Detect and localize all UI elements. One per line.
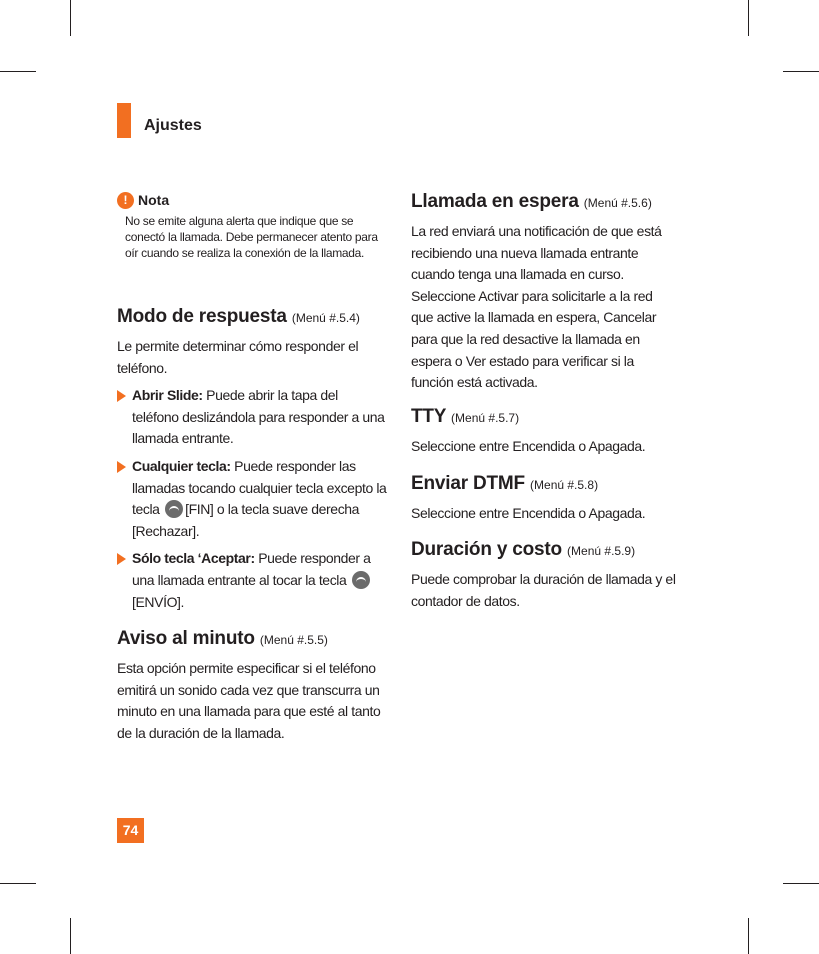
bullet-label: Abrir Slide: xyxy=(132,387,203,404)
section-llamada-en-espera xyxy=(411,190,676,394)
section-text: Seleccione entre Encendida o Apagada. xyxy=(411,438,646,454)
note-box xyxy=(117,191,382,261)
section-text: Esta opción permite especificar si el teléfono emitirá un sonido cada vez que transcurra un minuto en una llamada para que esté al tanto de la duración de la llamada. xyxy=(117,660,381,741)
bullet-item xyxy=(117,456,387,542)
menu-code: (Menú #.5.8) xyxy=(530,478,599,492)
section-modo-de-respuesta xyxy=(117,305,387,613)
section-title: Aviso al minuto (Menú #.5.5) xyxy=(117,628,328,649)
crop-mark xyxy=(70,918,71,954)
header-accent-bar xyxy=(117,103,131,138)
end-key-icon xyxy=(165,500,183,518)
menu-code: (Menú #.5.9) xyxy=(567,544,636,558)
section-enviar-dtmf xyxy=(411,472,676,525)
menu-code: (Menú #.5.6) xyxy=(583,196,652,210)
bullet-text: [FIN] o la tecla suave derecha [Rechazar]. xyxy=(132,501,360,539)
section-text: La red enviará una notificación de que está recibiendo una nueva llamada entrante cuando tenga una llamada en curso. Seleccione Activar para solicitarle a la red que active la llamada en espera, Cancelar para que la red desactive la llamada en espera o Ver estado para verificar si la función está activada. xyxy=(411,223,662,391)
bullet-text: Puede responder las llamadas tocando cualquier tecla excepto la tecla xyxy=(132,457,387,518)
bullet-item xyxy=(117,385,387,450)
section-title: Llamada en espera (Menú #.5.6) xyxy=(411,191,652,212)
triangle-right-icon xyxy=(117,553,126,565)
send-key-icon xyxy=(352,571,370,589)
note-title: Nota xyxy=(138,192,170,208)
crop-mark xyxy=(70,0,71,36)
note-body: No se emite alguna alerta que indique que se conectó la llamada. Debe permanecer atento para oír cuando se realiza la conexión de la llamada. xyxy=(125,214,378,260)
section-text: Seleccione entre Encendida o Apagada. xyxy=(411,505,646,521)
section-aviso-al-minuto xyxy=(117,627,387,744)
crop-mark xyxy=(783,883,819,884)
bullet-label: Sólo tecla ‘Aceptar: xyxy=(132,550,255,567)
menu-code: (Menú #.5.5) xyxy=(259,633,328,647)
crop-mark xyxy=(748,918,749,954)
exclamation-icon: ! xyxy=(117,192,134,209)
menu-code: (Menú #.5.4) xyxy=(291,311,360,325)
bullet-text: Puede abrir la tapa del teléfono deslizándola para responder a una llamada entrante. xyxy=(132,387,385,447)
section-text: Le permite determinar cómo responder el teléfono. xyxy=(117,338,359,376)
page-number: 74 xyxy=(117,818,144,843)
bullet-item xyxy=(117,548,387,613)
section-title: TTY (Menú #.5.7) xyxy=(411,406,520,427)
triangle-right-icon xyxy=(117,390,126,402)
section-title: Enviar DTMF (Menú #.5.8) xyxy=(411,473,599,494)
note-header xyxy=(117,191,382,209)
crop-mark xyxy=(783,71,819,72)
section-title: Duración y costo (Menú #.5.9) xyxy=(411,539,636,560)
section-title: Modo de respuesta (Menú #.5.4) xyxy=(117,306,360,327)
triangle-right-icon xyxy=(117,461,126,473)
crop-mark xyxy=(0,883,36,884)
section-text: Puede comprobar la duración de llamada y el contador de datos. xyxy=(411,571,676,609)
crop-mark xyxy=(748,0,749,36)
crop-mark xyxy=(0,71,36,72)
bullet-text: Puede responder a una llamada entrante al tocar la tecla xyxy=(132,550,371,588)
menu-code: (Menú #.5.7) xyxy=(451,411,520,425)
section-tty xyxy=(411,405,676,458)
page-header-title: Ajustes xyxy=(144,117,202,134)
section-duracion-y-costo xyxy=(411,538,681,612)
bullet-label: Cualquier tecla: xyxy=(132,457,231,474)
bullet-text: [ENVÍO]. xyxy=(132,593,185,610)
